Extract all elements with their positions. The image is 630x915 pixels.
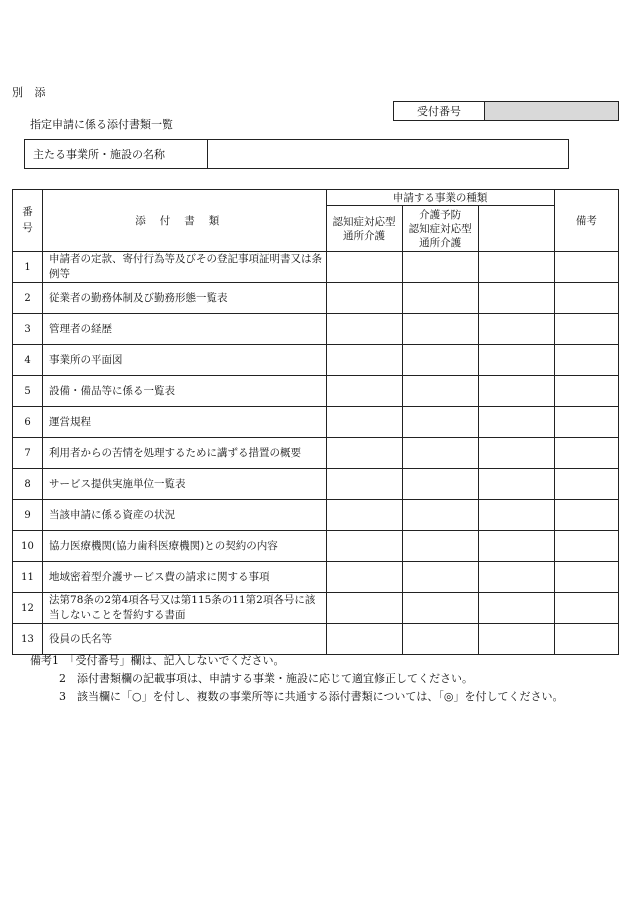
attachment-label: 別 添	[12, 86, 50, 99]
check-preventive-dementia[interactable]	[402, 407, 478, 438]
table-row	[13, 252, 619, 283]
check-dementia[interactable]	[326, 531, 402, 562]
check-dementia[interactable]	[326, 376, 402, 407]
facility-name-label: 主たる事業所・施設の名称	[25, 140, 208, 168]
table-row	[13, 562, 619, 593]
check-blank[interactable]	[478, 438, 554, 469]
remarks-notes	[30, 652, 563, 706]
table-row	[13, 345, 619, 376]
receipt-number-box	[393, 101, 619, 121]
row-number: 9	[13, 500, 43, 531]
check-preventive-dementia[interactable]	[402, 624, 478, 655]
header-service-dementia: 認知症対応型 通所介護	[326, 206, 402, 252]
row-document: 役員の氏名等	[43, 624, 326, 655]
row-remarks[interactable]	[554, 438, 618, 469]
check-dementia[interactable]	[326, 407, 402, 438]
table-row	[13, 531, 619, 562]
receipt-number-field[interactable]	[485, 102, 618, 120]
table-row	[13, 376, 619, 407]
header-service-group: 申請する事業の種類	[326, 190, 554, 206]
check-blank[interactable]	[478, 593, 554, 624]
row-document: 当該申請に係る資産の状況	[43, 500, 326, 531]
attachment-table	[12, 189, 619, 655]
facility-name-box	[24, 139, 569, 169]
check-dementia[interactable]	[326, 252, 402, 283]
table-row	[13, 469, 619, 500]
table-row	[13, 438, 619, 469]
check-preventive-dementia[interactable]	[402, 345, 478, 376]
row-number: 1	[13, 252, 43, 283]
table-row	[13, 283, 619, 314]
row-number: 12	[13, 593, 43, 624]
row-number: 4	[13, 345, 43, 376]
row-document: 申請者の定款、寄付行為等及びその登記事項証明書又は条例等	[43, 252, 326, 283]
header-service-blank	[478, 206, 554, 252]
row-number: 8	[13, 469, 43, 500]
check-blank[interactable]	[478, 531, 554, 562]
table-row	[13, 593, 619, 624]
table-row	[13, 624, 619, 655]
table-row	[13, 500, 619, 531]
facility-name-field[interactable]	[208, 140, 568, 168]
check-dementia[interactable]	[326, 562, 402, 593]
row-document: 協力医療機関(協力歯科医療機関)との契約の内容	[43, 531, 326, 562]
check-dementia[interactable]	[326, 593, 402, 624]
header-documents: 添付書類	[43, 190, 326, 252]
check-preventive-dementia[interactable]	[402, 593, 478, 624]
check-blank[interactable]	[478, 345, 554, 376]
row-number: 13	[13, 624, 43, 655]
check-dementia[interactable]	[326, 438, 402, 469]
check-blank[interactable]	[478, 376, 554, 407]
row-document: 従業者の勤務体制及び勤務形態一覧表	[43, 283, 326, 314]
header-service-preventive-dementia: 介護予防 認知症対応型 通所介護	[402, 206, 478, 252]
check-blank[interactable]	[478, 252, 554, 283]
check-dementia[interactable]	[326, 283, 402, 314]
row-number: 5	[13, 376, 43, 407]
row-remarks[interactable]	[554, 469, 618, 500]
row-number: 2	[13, 283, 43, 314]
header-number: 番 号	[13, 190, 43, 252]
check-dementia[interactable]	[326, 469, 402, 500]
row-document: 利用者からの苦情を処理するために講ずる措置の概要	[43, 438, 326, 469]
row-remarks[interactable]	[554, 500, 618, 531]
check-blank[interactable]	[478, 407, 554, 438]
row-remarks[interactable]	[554, 531, 618, 562]
row-document: 法第78条の2第4項各号又は第115条の11第2項各号に該当しないことを誓約する書面	[43, 593, 326, 624]
check-blank[interactable]	[478, 314, 554, 345]
check-preventive-dementia[interactable]	[402, 252, 478, 283]
row-remarks[interactable]	[554, 283, 618, 314]
row-number: 3	[13, 314, 43, 345]
row-remarks[interactable]	[554, 314, 618, 345]
note-2: 2 添付書類欄の記載事項は、申請する事業・施設に応じて適宜修正してください。	[59, 672, 473, 685]
document-title: 指定申請に係る添付書類一覧	[30, 118, 173, 131]
table-row	[13, 314, 619, 345]
row-remarks[interactable]	[554, 593, 618, 624]
row-remarks[interactable]	[554, 624, 618, 655]
check-preventive-dementia[interactable]	[402, 500, 478, 531]
row-document: 事業所の平面図	[43, 345, 326, 376]
check-preventive-dementia[interactable]	[402, 531, 478, 562]
check-dementia[interactable]	[326, 624, 402, 655]
row-remarks[interactable]	[554, 252, 618, 283]
row-document: 地域密着型介護サービス費の請求に関する事項	[43, 562, 326, 593]
row-document: サービス提供実施単位一覧表	[43, 469, 326, 500]
row-remarks[interactable]	[554, 345, 618, 376]
check-preventive-dementia[interactable]	[402, 469, 478, 500]
check-dementia[interactable]	[326, 345, 402, 376]
check-blank[interactable]	[478, 283, 554, 314]
row-number: 6	[13, 407, 43, 438]
check-preventive-dementia[interactable]	[402, 283, 478, 314]
row-document: 運営規程	[43, 407, 326, 438]
row-document: 管理者の経歴	[43, 314, 326, 345]
row-number: 7	[13, 438, 43, 469]
row-number: 10	[13, 531, 43, 562]
row-remarks[interactable]	[554, 407, 618, 438]
check-preventive-dementia[interactable]	[402, 438, 478, 469]
check-blank[interactable]	[478, 624, 554, 655]
check-dementia[interactable]	[326, 500, 402, 531]
check-dementia[interactable]	[326, 314, 402, 345]
check-preventive-dementia[interactable]	[402, 376, 478, 407]
table-row	[13, 407, 619, 438]
row-remarks[interactable]	[554, 376, 618, 407]
check-blank[interactable]	[478, 562, 554, 593]
check-preventive-dementia[interactable]	[402, 314, 478, 345]
row-remarks[interactable]	[554, 562, 618, 593]
header-remarks: 備考	[554, 190, 618, 252]
check-preventive-dementia[interactable]	[402, 562, 478, 593]
note-3: 3 該当欄に「○」を付し、複数の事業所等に共通する添付書類については、「◎」を付してください。	[59, 690, 564, 703]
check-blank[interactable]	[478, 500, 554, 531]
note-1: 備考1 「受付番号」欄は、記入しないでください。	[30, 654, 285, 667]
row-document: 設備・備品等に係る一覧表	[43, 376, 326, 407]
check-blank[interactable]	[478, 469, 554, 500]
row-number: 11	[13, 562, 43, 593]
receipt-number-label: 受付番号	[394, 102, 485, 120]
